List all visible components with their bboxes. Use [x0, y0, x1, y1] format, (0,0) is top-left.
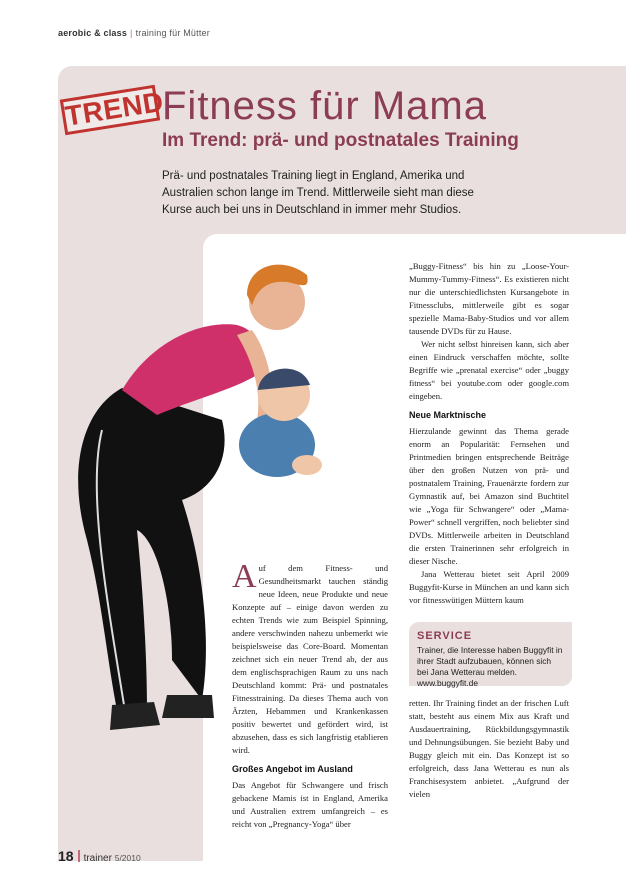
service-title: SERVICE — [417, 630, 473, 642]
bottom-paragraph-1: retten. Ihr Training findet an der frischen Luft statt, besteht aus einem Mix aus Kraft und Ausdauertraining, Rückbildungsgymnastik und Dehnungsübungen. Sie bezieht Baby und Buggy gleich mit ein. Das Konzept ist so erfolgreich, dass Jana Wetterau es nun als Franchisesystem anbietet. „Aufgrund der vielen — [409, 698, 569, 799]
subsection-label: training für Mütter — [135, 28, 210, 38]
magazine-name: trainer — [83, 853, 112, 864]
section-separator: | — [130, 28, 133, 38]
page-footer — [58, 848, 141, 864]
left-paragraph-1-text: uf dem Fitness- und Gesundheitsmarkt tauchen ständig neue Ideen, neue Produkte und neue Konzepte auf – einige davon werden zu echten Trends wie zum Beispiel Spinning, andere verschwinden nahezu unbemerkt wie beispielsweise das Core-Board. Momentan zeichnet sich ein neuer Trend ab, der aus dem englischsprachigen Raum zu uns nach Deutschland kommt: Prä- und postnatales Fitnesstraining. Da dieses Thema auch von Ärzten, Hebammen und Krankenkassen positiv bewertet und gefördert wird, ist abzusehen, dass es sich langfristig etablieren wird. — [232, 563, 388, 755]
section-label: aerobic & class — [58, 28, 128, 38]
right-paragraph-3: Hierzulande gewinnt das Thema gerade enorm an Popularität: Fernsehen und Printmedien bringen entsprechende Beiträge über den großen Nutzen von prä- und postnatalem Training, Frauenärzte fordern zur Gymnastik auf, bei Amazon sind Buchtitel wie „Yoga für Schwangere“ oder „Mama-Power“ schnell vergriffen, noch beliebter sind DVDs. Mittlerweile arbeiten in Deutschland die ersten Trainerinnen sehr erfolgreich in dieser Nische. — [409, 426, 569, 566]
drop-cap: A — [232, 558, 257, 595]
shoe-left — [110, 702, 160, 730]
section-header — [58, 28, 210, 38]
left-paragraph-2: Das Angebot für Schwangere und frisch gebackene Mamis ist in England, Amerika und Australien extrem umfangreich – es reicht von „Pregnancy-Yoga“ über — [232, 780, 388, 829]
service-link[interactable]: www.buggyfit.de — [417, 678, 478, 688]
service-box — [409, 622, 572, 686]
heading-grosses-angebot: Großes Angebot im Ausland — [232, 764, 353, 774]
heading-neue-marktnische: Neue Marktnische — [409, 410, 487, 420]
left-column — [232, 558, 388, 831]
right-column — [409, 260, 569, 607]
bottom-column — [409, 697, 569, 801]
right-paragraph-2: Wer nicht selbst hinreisen kann, sich aber einen Eindruck verschaffen möchte, sollte Begriffe wie „prenatal exercise“ oder „buggy fitness“ bei youtube.com oder google.com eingeben. — [409, 339, 569, 401]
trend-stamp: TREND — [60, 85, 160, 136]
right-paragraph-4: Jana Wetterau bietet seit April 2009 Buggyfit-Kurse in München an und kann sich vor fitnesswütigen Müttern kaum — [409, 569, 569, 605]
shoe-right — [162, 695, 214, 718]
article-intro: Prä- und postnatales Training liegt in England, Amerika und Australien schon lange im Trend. Mittlerweile sieht man diese Kurse auch bei uns in Deutschland in immer mehr Studios. — [162, 170, 474, 216]
issue-number: 5/2010 — [114, 853, 141, 863]
page-number: 18 — [58, 848, 74, 864]
service-text — [417, 645, 564, 689]
right-paragraph-1: „Buggy-Fitness“ bis hin zu „Loose-Your-Mummy-Tummy-Fitness“. Es existieren nicht nur die unterschiedlichsten Kursangebote in Fitnessclubs, mittlerweile gibt es sogar spezielle Mama-Baby-Studios und vor allem tausende DVDs für zu Hause. — [409, 261, 569, 336]
left-paragraph-1 — [232, 558, 388, 757]
article-subtitle: Im Trend: prä- und postnatales Training — [162, 130, 519, 151]
footer-separator — [78, 850, 80, 862]
baby-leg — [292, 455, 322, 475]
article-title: Fitness für Mama — [162, 84, 487, 128]
service-text-body: Trainer, die Interesse haben Buggyfit in ihrer Stadt aufzubauen, können sich bei Jana Wetterau melden. — [417, 645, 563, 677]
